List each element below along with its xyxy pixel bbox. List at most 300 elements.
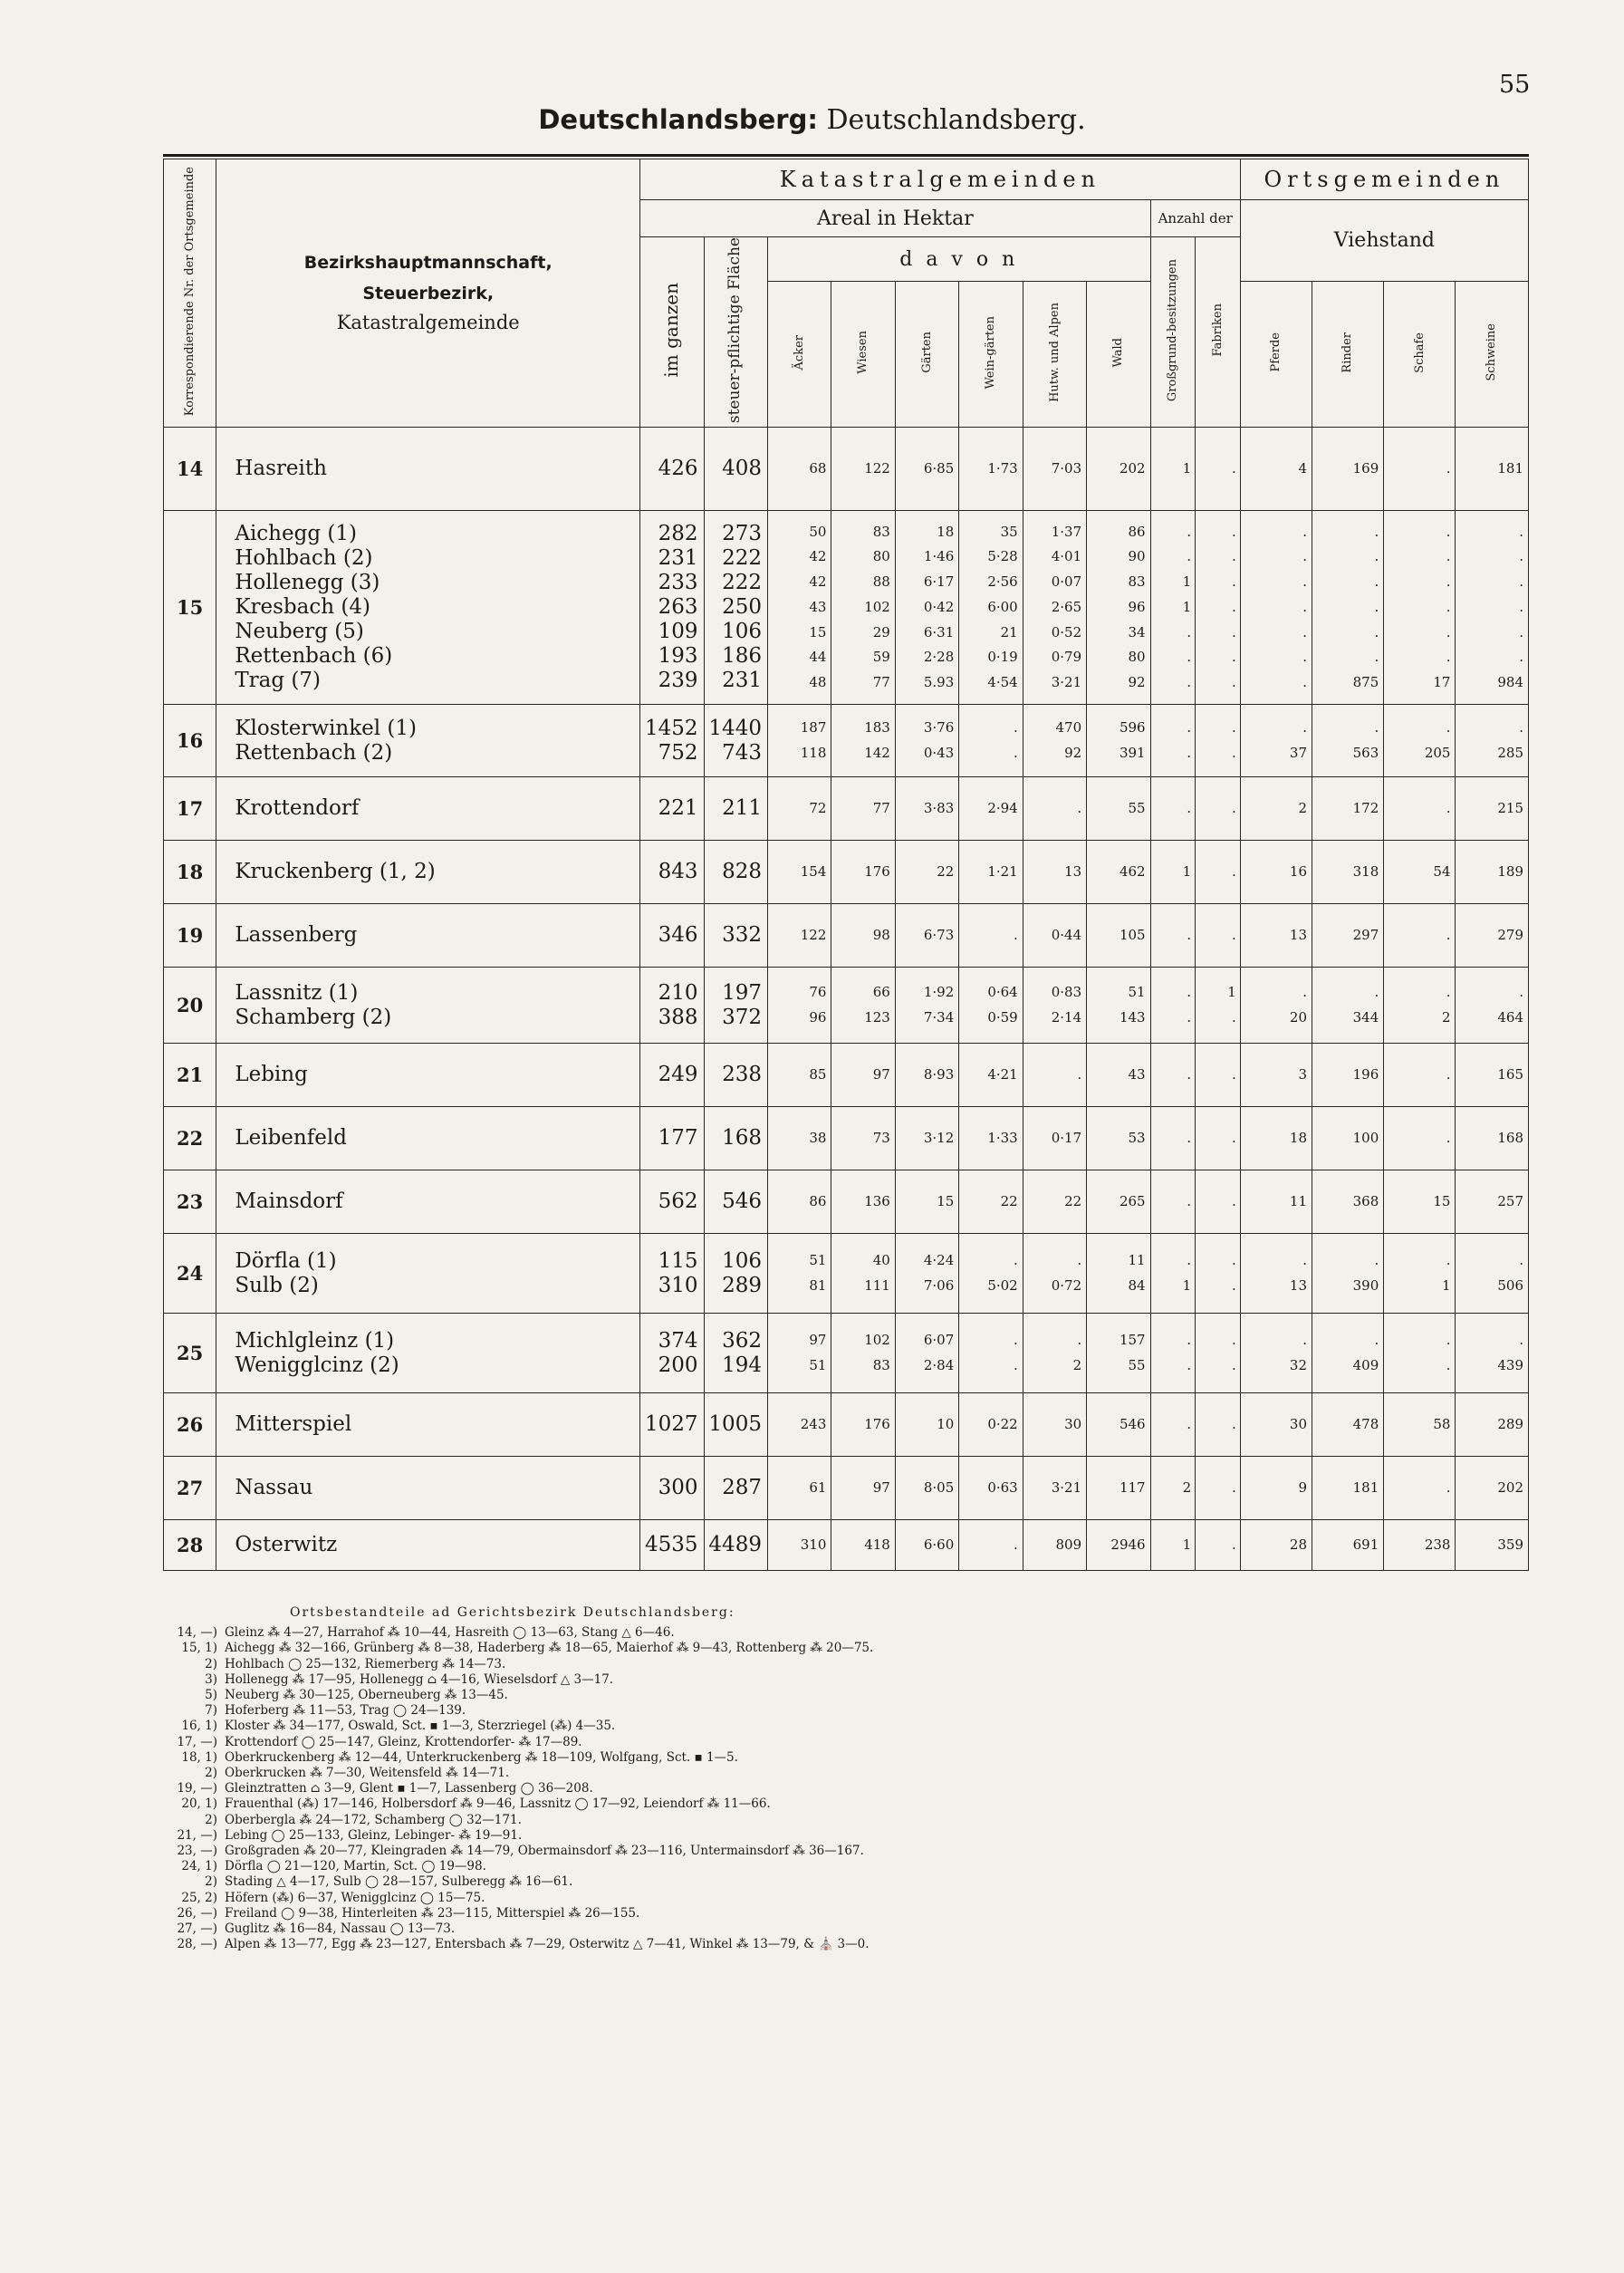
cell-garten [895, 1393, 958, 1457]
value-rinder: 478 [1352, 1415, 1379, 1432]
row-number: 26 [164, 1393, 216, 1457]
value-acker: 42 [809, 573, 827, 591]
value-garten: 18 [937, 523, 955, 540]
cell-steuer [704, 1107, 767, 1170]
value-fabr: . [1232, 623, 1236, 640]
value-hutw: 2 [1072, 1356, 1082, 1373]
value-pferde: . [1302, 1331, 1308, 1348]
value-ganzen: 388 [658, 1005, 698, 1029]
cell-rinder [1312, 1234, 1384, 1314]
value-wiesen: 59 [872, 649, 890, 666]
value-garten: 3·76 [923, 718, 955, 736]
cell-wein [959, 511, 1023, 705]
footnote-line [163, 1937, 1529, 1952]
value-fabr: . [1232, 1008, 1236, 1026]
cell-wald [1087, 904, 1150, 968]
value-gross: . [1187, 1415, 1192, 1432]
footnote-text: Frauenthal (⁂) 17—146, Holbersdorf ⁂ 9—46, Lassnitz ◯ 17—92, Leiendorf ⁂ 11—66. [225, 1796, 771, 1812]
value-fabr: . [1232, 1415, 1236, 1432]
header-schweine: Schweine [1456, 282, 1529, 428]
cell-wald [1087, 1234, 1150, 1314]
cell-wiesen [831, 705, 895, 777]
value-garten: 6·73 [923, 926, 955, 943]
value-ganzen: 177 [658, 1126, 698, 1151]
footnote-ref: 2) [205, 1766, 217, 1781]
value-gross: . [1187, 1008, 1192, 1026]
header-bezirk-line2: Steuerbezirk, [362, 283, 495, 303]
cell-steuer [704, 968, 767, 1044]
value-hutw: 3·21 [1051, 674, 1082, 691]
cell-garten [895, 1170, 958, 1234]
value-garten: 6·07 [923, 1331, 955, 1348]
row-names [216, 1520, 640, 1571]
cell-wiesen [831, 1044, 895, 1107]
footnote-ref: 25, 2) [181, 1890, 217, 1905]
value-gross: . [1187, 983, 1192, 1000]
cell-wiesen [831, 1170, 895, 1234]
value-fabr: . [1232, 1192, 1236, 1209]
value-wald: 157 [1119, 1331, 1146, 1348]
cell-gross [1150, 1234, 1196, 1314]
value-rinder: 344 [1352, 1008, 1379, 1026]
value-wald: 11 [1128, 1251, 1146, 1268]
value-steuer: 222 [722, 570, 762, 594]
value-wald: 84 [1128, 1276, 1146, 1294]
cell-wein [959, 1520, 1023, 1571]
value-rinder: . [1374, 649, 1379, 666]
value-schweine: 168 [1497, 1129, 1523, 1146]
cell-pferde [1240, 1520, 1312, 1571]
header-wiesen: Wiesen [831, 282, 895, 428]
cell-fabr [1196, 1314, 1241, 1393]
cell-gross [1150, 1170, 1196, 1234]
footnote-ref: 15, 1) [181, 1641, 217, 1656]
value-acker: 243 [800, 1415, 827, 1432]
value-fabr: . [1232, 718, 1236, 736]
cell-schafe [1384, 777, 1456, 841]
value-pferde: . [1302, 623, 1308, 640]
footnote-line [163, 1828, 1529, 1844]
value-gross: 1 [1182, 573, 1192, 591]
value-steuer: 287 [722, 1476, 762, 1500]
cell-wald [1087, 1520, 1150, 1571]
header-pferde: Pferde [1240, 282, 1312, 428]
value-garten: 7·34 [923, 1008, 955, 1026]
row-names [216, 1234, 640, 1314]
cell-acker [767, 1457, 831, 1520]
value-fabr: . [1232, 459, 1236, 477]
value-wiesen: 102 [864, 1331, 890, 1348]
value-steuer: 273 [722, 521, 762, 545]
cell-fabr [1196, 1107, 1241, 1170]
cell-fabr [1196, 511, 1241, 705]
value-wald: 462 [1119, 862, 1146, 880]
page-title [0, 104, 1624, 136]
cell-wiesen [831, 777, 895, 841]
value-fabr: . [1232, 523, 1236, 540]
value-rinder: . [1374, 523, 1379, 540]
value-fabr: . [1232, 1478, 1236, 1496]
cell-acker [767, 1170, 831, 1234]
cell-rinder [1312, 1314, 1384, 1393]
value-ganzen: 221 [658, 796, 698, 821]
community-name: Neuberg (5) [235, 620, 364, 644]
value-wald: 55 [1128, 799, 1146, 816]
footnote-ref: 16, 1) [181, 1719, 217, 1734]
value-pferde: 32 [1289, 1356, 1308, 1373]
value-wein: 4·54 [987, 674, 1018, 691]
cell-pferde [1240, 511, 1312, 705]
value-acker: 72 [809, 799, 827, 816]
cell-wein [959, 1314, 1023, 1393]
value-gross: . [1187, 1129, 1192, 1146]
value-hutw: 0·79 [1051, 649, 1082, 666]
value-pferde: 2 [1298, 799, 1308, 816]
row-names [216, 841, 640, 904]
value-wald: 117 [1119, 1478, 1146, 1496]
cell-fabr [1196, 777, 1241, 841]
value-fabr: . [1232, 1129, 1236, 1146]
cell-hutw [1023, 511, 1086, 705]
table-row [164, 1170, 1529, 1234]
value-gross: . [1187, 744, 1192, 761]
value-rinder: 100 [1352, 1129, 1379, 1146]
value-ganzen: 210 [658, 980, 698, 1005]
row-number: 27 [164, 1457, 216, 1520]
value-pferde: . [1302, 649, 1308, 666]
value-pferde: . [1302, 983, 1308, 1000]
cell-wiesen [831, 1457, 895, 1520]
value-hutw: 2·65 [1051, 598, 1082, 615]
value-rinder: . [1374, 1331, 1379, 1348]
value-acker: 51 [809, 1356, 827, 1373]
value-hutw: 809 [1055, 1536, 1082, 1553]
value-garten: 4·24 [923, 1251, 955, 1268]
footnote-text: Kloster ⁂ 34—177, Oswald, Sct. ▪ 1—3, Sterzriegel (⁂) 4—35. [225, 1719, 616, 1734]
footnote-ref: 14, —) [177, 1625, 217, 1641]
row-names [216, 705, 640, 777]
cell-fabr [1196, 841, 1241, 904]
value-ganzen: 109 [658, 620, 698, 644]
value-acker: 43 [809, 598, 827, 615]
value-gross: . [1187, 649, 1192, 666]
cell-steuer [704, 777, 767, 841]
cell-gross [1150, 705, 1196, 777]
value-wein: 5·02 [987, 1276, 1018, 1294]
row-number: 19 [164, 904, 216, 968]
cell-wald [1087, 1107, 1150, 1170]
footnote-text: Dörfla ◯ 21—120, Martin, Sct. ◯ 19—98. [225, 1859, 486, 1874]
value-wald: 83 [1128, 573, 1146, 591]
value-schweine: . [1519, 573, 1523, 591]
value-gross: . [1187, 1251, 1192, 1268]
value-wein: 0·59 [987, 1008, 1018, 1026]
header-orts: Ortsgemeinden [1240, 159, 1528, 200]
value-gross: . [1187, 623, 1192, 640]
community-name: Mainsdorf [235, 1189, 343, 1214]
value-wein: 1·21 [987, 862, 1018, 880]
footnote-line [163, 1796, 1529, 1812]
value-rinder: . [1374, 983, 1379, 1000]
value-pferde: 3 [1298, 1065, 1308, 1083]
footnotes-heading: Ortsbestandteile ad Gerichtsbezirk Deutschlandsberg: [290, 1605, 735, 1620]
cell-steuer [704, 1234, 767, 1314]
cell-schafe [1384, 968, 1456, 1044]
header-rinder: Rinder [1312, 282, 1384, 428]
value-rinder: 297 [1352, 926, 1379, 943]
value-schweine: 165 [1497, 1065, 1523, 1083]
community-name: Aichegg (1) [235, 521, 357, 545]
value-schweine: 181 [1497, 459, 1523, 477]
value-ganzen: 1452 [644, 716, 698, 740]
cell-pferde [1240, 1457, 1312, 1520]
footnote-ref: 2) [205, 1656, 217, 1671]
cell-rinder [1312, 904, 1384, 968]
header-garten: Gärten [895, 282, 958, 428]
cell-gross [1150, 841, 1196, 904]
value-schafe: . [1446, 598, 1451, 615]
value-fabr: . [1232, 1251, 1236, 1268]
value-wiesen: 29 [872, 623, 890, 640]
cell-gross [1150, 1044, 1196, 1107]
footnote-ref: 21, —) [177, 1827, 217, 1843]
value-steuer: 250 [722, 595, 762, 620]
cell-pferde [1240, 428, 1312, 511]
value-ganzen: 115 [658, 1248, 698, 1273]
footnote-text: Neuberg ⁂ 30—125, Oberneuberg ⁂ 13—45. [225, 1688, 508, 1703]
cell-acker [767, 428, 831, 511]
cell-fabr [1196, 1457, 1241, 1520]
row-names [216, 1457, 640, 1520]
value-hutw: 0·72 [1051, 1276, 1082, 1294]
footnote-text: Aichegg ⁂ 32—166, Grünberg ⁂ 8—38, Haderberg ⁂ 18—65, Maierhof ⁂ 9—43, Rottenberg ⁂ 20—75. [225, 1641, 874, 1656]
value-wein: 2·94 [987, 799, 1018, 816]
footnote-text: Hollenegg ⁂ 17—95, Hollenegg ⌂ 4—16, Wieselsdorf △ 3—17. [225, 1671, 614, 1687]
cell-pferde [1240, 1107, 1312, 1170]
cell-steuer [704, 1520, 767, 1571]
value-wein: 0·63 [987, 1478, 1018, 1496]
cell-gross [1150, 1314, 1196, 1393]
value-ganzen: 233 [658, 570, 698, 594]
value-fabr: . [1232, 598, 1236, 615]
row-number: 21 [164, 1044, 216, 1107]
header-areal: Areal in Hektar [640, 200, 1151, 237]
value-gross: . [1187, 1331, 1192, 1348]
value-fabr: . [1232, 1356, 1236, 1373]
cell-rinder [1312, 841, 1384, 904]
value-gross: 1 [1182, 862, 1192, 880]
footnote-text: Oberbergla ⁂ 24—172, Schamberg ◯ 32—171. [225, 1812, 522, 1827]
value-rinder: 172 [1352, 799, 1379, 816]
value-steuer: 332 [722, 923, 762, 948]
cell-schweine [1456, 1393, 1529, 1457]
value-gross: . [1187, 548, 1192, 565]
value-acker: 187 [800, 718, 827, 736]
row-number: 16 [164, 705, 216, 777]
footnote-text: Freiland ◯ 9—38, Hinterleiten ⁂ 23—115, Mitterspiel ⁂ 26—155. [225, 1905, 640, 1921]
value-hutw: 0·17 [1051, 1129, 1082, 1146]
cell-ganzen [640, 904, 704, 968]
cell-gross [1150, 904, 1196, 968]
value-schweine: 359 [1497, 1536, 1523, 1553]
value-wein: . [1013, 1356, 1018, 1373]
value-schweine: 984 [1497, 674, 1523, 691]
row-names [216, 1314, 640, 1393]
cell-hutw [1023, 1314, 1086, 1393]
cell-acker [767, 841, 831, 904]
cell-schafe [1384, 1107, 1456, 1170]
header-fabriken: Fabriken [1196, 237, 1241, 428]
value-wald: 265 [1119, 1192, 1146, 1209]
cell-hutw [1023, 1457, 1086, 1520]
value-rinder: 368 [1352, 1192, 1379, 1209]
value-rinder: . [1374, 598, 1379, 615]
value-steuer: 828 [722, 860, 762, 884]
cell-schafe [1384, 428, 1456, 511]
value-rinder: 196 [1352, 1065, 1379, 1083]
community-name: Trag (7) [235, 669, 321, 693]
footnote-line [163, 1672, 1529, 1688]
value-schweine: . [1519, 598, 1523, 615]
value-steuer: 4489 [708, 1533, 762, 1557]
cell-schweine [1456, 511, 1529, 705]
value-pferde: 16 [1289, 862, 1308, 880]
value-schafe: . [1446, 459, 1451, 477]
value-schweine: . [1519, 548, 1523, 565]
community-name: Leibenfeld [235, 1126, 347, 1151]
row-number: 23 [164, 1170, 216, 1234]
cell-schweine [1456, 904, 1529, 968]
title-bold: Deutschlandsberg: [538, 104, 818, 135]
value-garten: 2·84 [923, 1356, 955, 1373]
value-wald: 55 [1128, 1356, 1146, 1373]
community-name: Lassenberg [235, 923, 358, 948]
value-rinder: 409 [1352, 1356, 1379, 1373]
header-hutw: Hutw. und Alpen [1023, 282, 1086, 428]
cell-wald [1087, 1314, 1150, 1393]
cell-pferde [1240, 705, 1312, 777]
header-gross: Großgrund-besitzungen [1150, 237, 1196, 428]
row-names [216, 1170, 640, 1234]
table-body [164, 428, 1529, 1571]
value-wald: 105 [1119, 926, 1146, 943]
footnote-line [163, 1891, 1529, 1906]
value-schafe: 54 [1433, 862, 1451, 880]
cell-ganzen [640, 1393, 704, 1457]
footnote-ref: 24, 1) [181, 1859, 217, 1874]
value-wiesen: 183 [864, 718, 890, 736]
footnote-text: Oberkruckenberg ⁂ 12—44, Unterkruckenberg ⁂ 18—109, Wolfgang, Sct. ▪ 1—5. [225, 1749, 738, 1765]
footnote-text: Hoferberg ⁂ 11—53, Trag ◯ 24—139. [225, 1703, 466, 1719]
value-pferde: 4 [1298, 459, 1308, 477]
value-schafe: . [1446, 623, 1451, 640]
cell-schafe [1384, 1457, 1456, 1520]
value-wein: 0·64 [987, 983, 1018, 1000]
community-name: Rettenbach (2) [235, 740, 393, 765]
cell-ganzen [640, 1457, 704, 1520]
value-fabr: . [1232, 649, 1236, 666]
value-fabr: . [1232, 1331, 1236, 1348]
value-wein: 2·56 [987, 573, 1018, 591]
value-wein: . [1013, 1331, 1018, 1348]
value-pferde: 13 [1289, 1276, 1308, 1294]
value-schweine: . [1519, 1251, 1523, 1268]
cell-acker [767, 904, 831, 968]
value-hutw: 13 [1064, 862, 1082, 880]
cell-wein [959, 428, 1023, 511]
community-name: Lassnitz (1) [235, 980, 359, 1005]
value-acker: 310 [800, 1536, 827, 1553]
cell-garten [895, 777, 958, 841]
cell-schweine [1456, 428, 1529, 511]
cell-schafe [1384, 1234, 1456, 1314]
value-schweine: . [1519, 1331, 1523, 1348]
header-wald: Wald [1087, 282, 1150, 428]
cell-schweine [1456, 1234, 1529, 1314]
footnote-ref: 27, —) [177, 1921, 217, 1937]
cell-wiesen [831, 428, 895, 511]
value-rinder: . [1374, 1251, 1379, 1268]
value-steuer: 106 [722, 620, 762, 644]
footnote-line [163, 1813, 1529, 1828]
footnote-line [163, 1688, 1529, 1703]
value-garten: 22 [937, 862, 955, 880]
value-garten: 8·93 [923, 1065, 955, 1083]
footnote-line [163, 1906, 1529, 1921]
value-wiesen: 77 [872, 799, 890, 816]
value-wald: 2946 [1110, 1536, 1146, 1553]
value-wein: . [1013, 744, 1018, 761]
value-pferde: 37 [1289, 744, 1308, 761]
cell-wein [959, 841, 1023, 904]
value-wald: 53 [1128, 1129, 1146, 1146]
value-garten: 2·28 [923, 649, 955, 666]
table-row [164, 968, 1529, 1044]
value-pferde: 30 [1289, 1415, 1308, 1432]
community-name: Kresbach (4) [235, 595, 370, 620]
value-fabr: . [1232, 744, 1236, 761]
value-rinder: 169 [1352, 459, 1379, 477]
value-ganzen: 1027 [644, 1412, 698, 1437]
value-pferde: 9 [1298, 1478, 1308, 1496]
cell-wein [959, 1393, 1023, 1457]
cell-hutw [1023, 1107, 1086, 1170]
community-name: Hollenegg (3) [235, 570, 380, 594]
footnote-line [163, 1766, 1529, 1781]
cell-wald [1087, 1044, 1150, 1107]
cell-hutw [1023, 1170, 1086, 1234]
cell-rinder [1312, 428, 1384, 511]
footnotes [163, 1605, 1529, 1952]
value-fabr: . [1232, 573, 1236, 591]
cell-wiesen [831, 1393, 895, 1457]
footnote-line [163, 1641, 1529, 1656]
cell-hutw [1023, 1044, 1086, 1107]
row-number: 28 [164, 1520, 216, 1571]
cell-ganzen [640, 1520, 704, 1571]
footnote-ref: 23, —) [177, 1844, 217, 1859]
community-name: Krottendorf [235, 796, 360, 821]
value-schweine: . [1519, 983, 1523, 1000]
cell-rinder [1312, 968, 1384, 1044]
row-names [216, 1044, 640, 1107]
value-hutw: 0·83 [1051, 983, 1082, 1000]
cell-schweine [1456, 841, 1529, 904]
footnote-line [163, 1874, 1529, 1890]
community-name: Kruckenberg (1, 2) [235, 860, 436, 884]
value-acker: 68 [809, 459, 827, 477]
cell-pferde [1240, 777, 1312, 841]
